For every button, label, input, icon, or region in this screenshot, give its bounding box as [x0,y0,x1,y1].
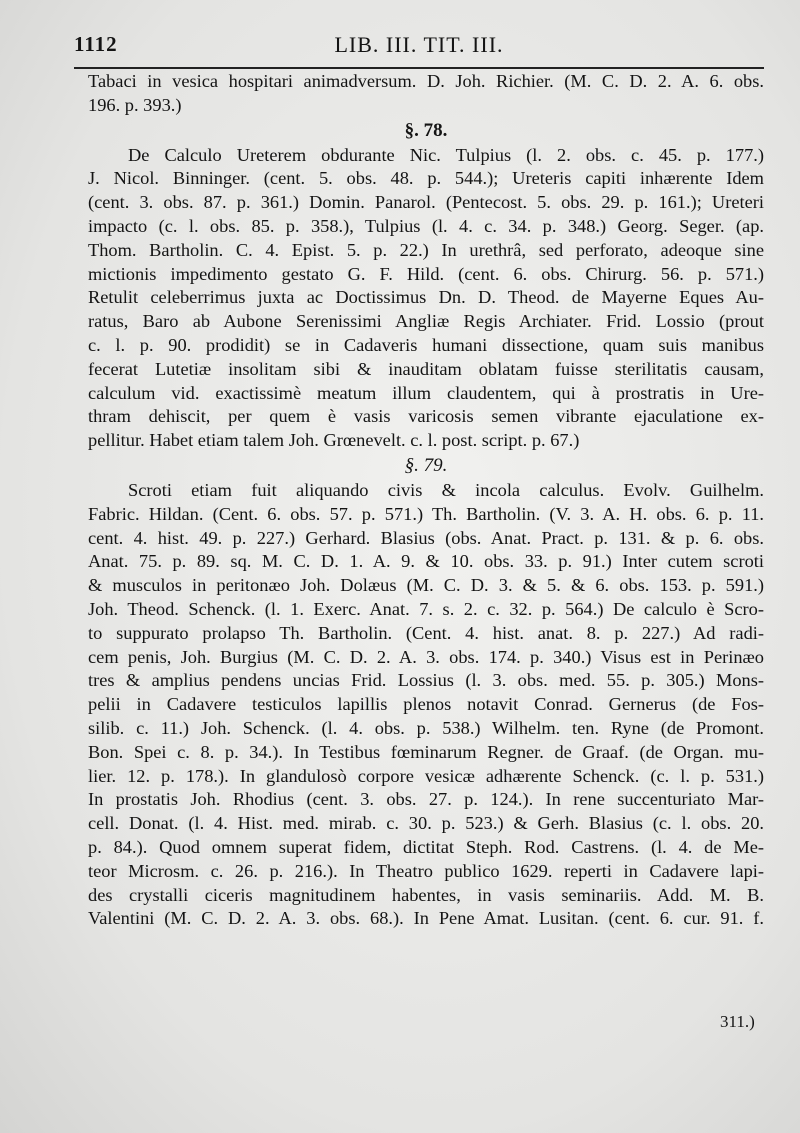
header-rule [74,67,764,69]
text-line: tres & amplius pendens uncias Frid. Lossius (l. 3. obs. med. 55. p. 305.) Mons- [88,670,764,691]
text-line: calculum vid. exactissimè meatum illum claudentem, qui à prostratis in Ure- [88,382,764,403]
text-line: Joh. Theod. Schenck. (l. 1. Exerc. Anat. 7. s. 2. c. 32. p. 564.) De calculo è Scro- [88,598,764,619]
text-line: impacto (c. l. obs. 85. p. 358.), Tulpius (l. 4. c. 34. p. 348.) Georg. Seger. (ap. [88,215,764,236]
text-line: De Calculo Ureterem obdurante Nic. Tulpius (l. 2. obs. c. 45. p. 177.) [128,144,764,165]
text-line: teor Microsm. c. 26. p. 216.). In Theatro publico 1629. reperti in Cadavere lapi- [88,860,764,881]
text-line: thram dehiscit, per quem è vasis varicosis semen vibrante ejaculatione ex- [88,406,764,427]
text-line: Retulit celeberrimus juxta ac Doctissimus Dn. D. Theod. de Mayerne Eques Au- [88,287,764,308]
text-line: (cent. 3. obs. 87. p. 361.) Domin. Panarol. (Pentecost. 5. obs. 29. p. 161.); Ureteri [88,192,764,213]
text-line: & musculos in peritonæo Joh. Dolæus (M. C. D. 3. & 5. & 6. obs. 153. p. 591.) [88,575,764,596]
text-line: p. 84.). Quod omnem superat fidem, dictitat Steph. Rod. Castrens. (l. 4. de Me- [88,836,764,857]
page-header [74,30,764,60]
text-line: Fabric. Hildan. (Cent. 6. obs. 57. p. 571.) Th. Bartholin. (V. 3. A. H. obs. 6. p. 11. [88,503,764,524]
text-line: cent. 4. hist. 49. p. 227.) Gerhard. Blasius (obs. Anat. Pract. p. 131. & p. 6. obs. [88,527,764,548]
text-line: In prostatis Joh. Rhodius (cent. 3. obs. 27. p. 124.). In rene succenturiato Mar- [88,789,764,810]
text-line: Thom. Bartholin. C. 4. Epist. 5. p. 22.) In urethrâ, sed perforato, adeoque sine [88,239,764,260]
catchword: 311.) [720,1012,755,1031]
page-number: 1112 [74,32,118,56]
text-line: pelii in Cadavere testiculos lapillis plenos notavit Conrad. Gernerus (de Fos- [88,694,764,715]
text-line: pellitur. Habet etiam talem Joh. Grœnevelt. c. l. post. script. p. 67.) [88,430,580,451]
text-line: silib. c. 11.) Joh. Schenck. (l. 4. obs. p. 538.) Wilhelm. ten. Ryne (de Promont. [88,717,764,738]
text-line: lier. 12. p. 178.). In glandulosò corpore vesicæ adhærente Schenck. (c. l. p. 531.) [88,765,764,786]
text-line: ratus, Baro ab Aubone Serenissimi Angliæ Regis Archiater. Frid. Lossio (prout [88,311,764,332]
text-line: Scroti etiam fuit aliquando civis & incola calculus. Evolv. Guilhelm. [128,479,764,500]
text-line: Bon. Spei c. 8. p. 34.). In Testibus fœminarum Regner. de Graaf. (de Organ. mu- [88,741,764,762]
text-line: 196. p. 393.) [88,94,182,115]
text-line: mictionis impedimento gestato G. F. Hild. (cent. 6. obs. Chirurg. 56. p. 571.) [88,263,764,284]
text-line: des crystalli ciceris magnitudinem habentes, in vasis seminariis. Add. M. B. [88,884,764,905]
text-line: Tabaci in vesica hospitari animadversum. D. Joh. Richier. (M. C. D. 2. A. 6. obs. [88,71,764,91]
text-line: Valentini (M. C. D. 2. A. 3. obs. 68.). In Pene Amat. Lusitan. (cent. 6. cur. 91. f. [88,908,764,929]
text-line: cell. Donat. (l. 4. Hist. med. mirab. c. 30. p. 523.) & Gerh. Blasius (c. l. obs. 20. [88,813,764,834]
text-line: fecerat Lutetiæ insolitam sibi & inauditam oblatam fuisse sterilitatis causam, [88,358,764,379]
section-heading-78: §. 78. [404,119,448,141]
text-line: to suppurato prolapso Th. Bartholin. (Cent. 4. hist. anat. 8. p. 227.) Ad radi- [88,622,764,643]
text-line: c. l. p. 90. prodidit) se in Cadaveris humani dissectione, quam suis manibus [88,334,764,355]
text-line: Anat. 75. p. 89. sq. M. C. D. 1. A. 9. & 10. obs. 33. p. 91.) Inter cutem scroti [88,551,764,572]
page-body [88,70,764,931]
text-line: cem penis, Joh. Burgius (M. C. D. 2. A. 3. obs. 174. p. 340.) Visus est in Perinæo [88,646,764,667]
running-head: LIB. III. TIT. III. [334,32,504,57]
section-heading-79: §. 79. [404,454,448,476]
text-line: J. Nicol. Binninger. (cent. 5. obs. 48. p. 544.); Ureteris capiti inhærente Idem [88,168,764,189]
